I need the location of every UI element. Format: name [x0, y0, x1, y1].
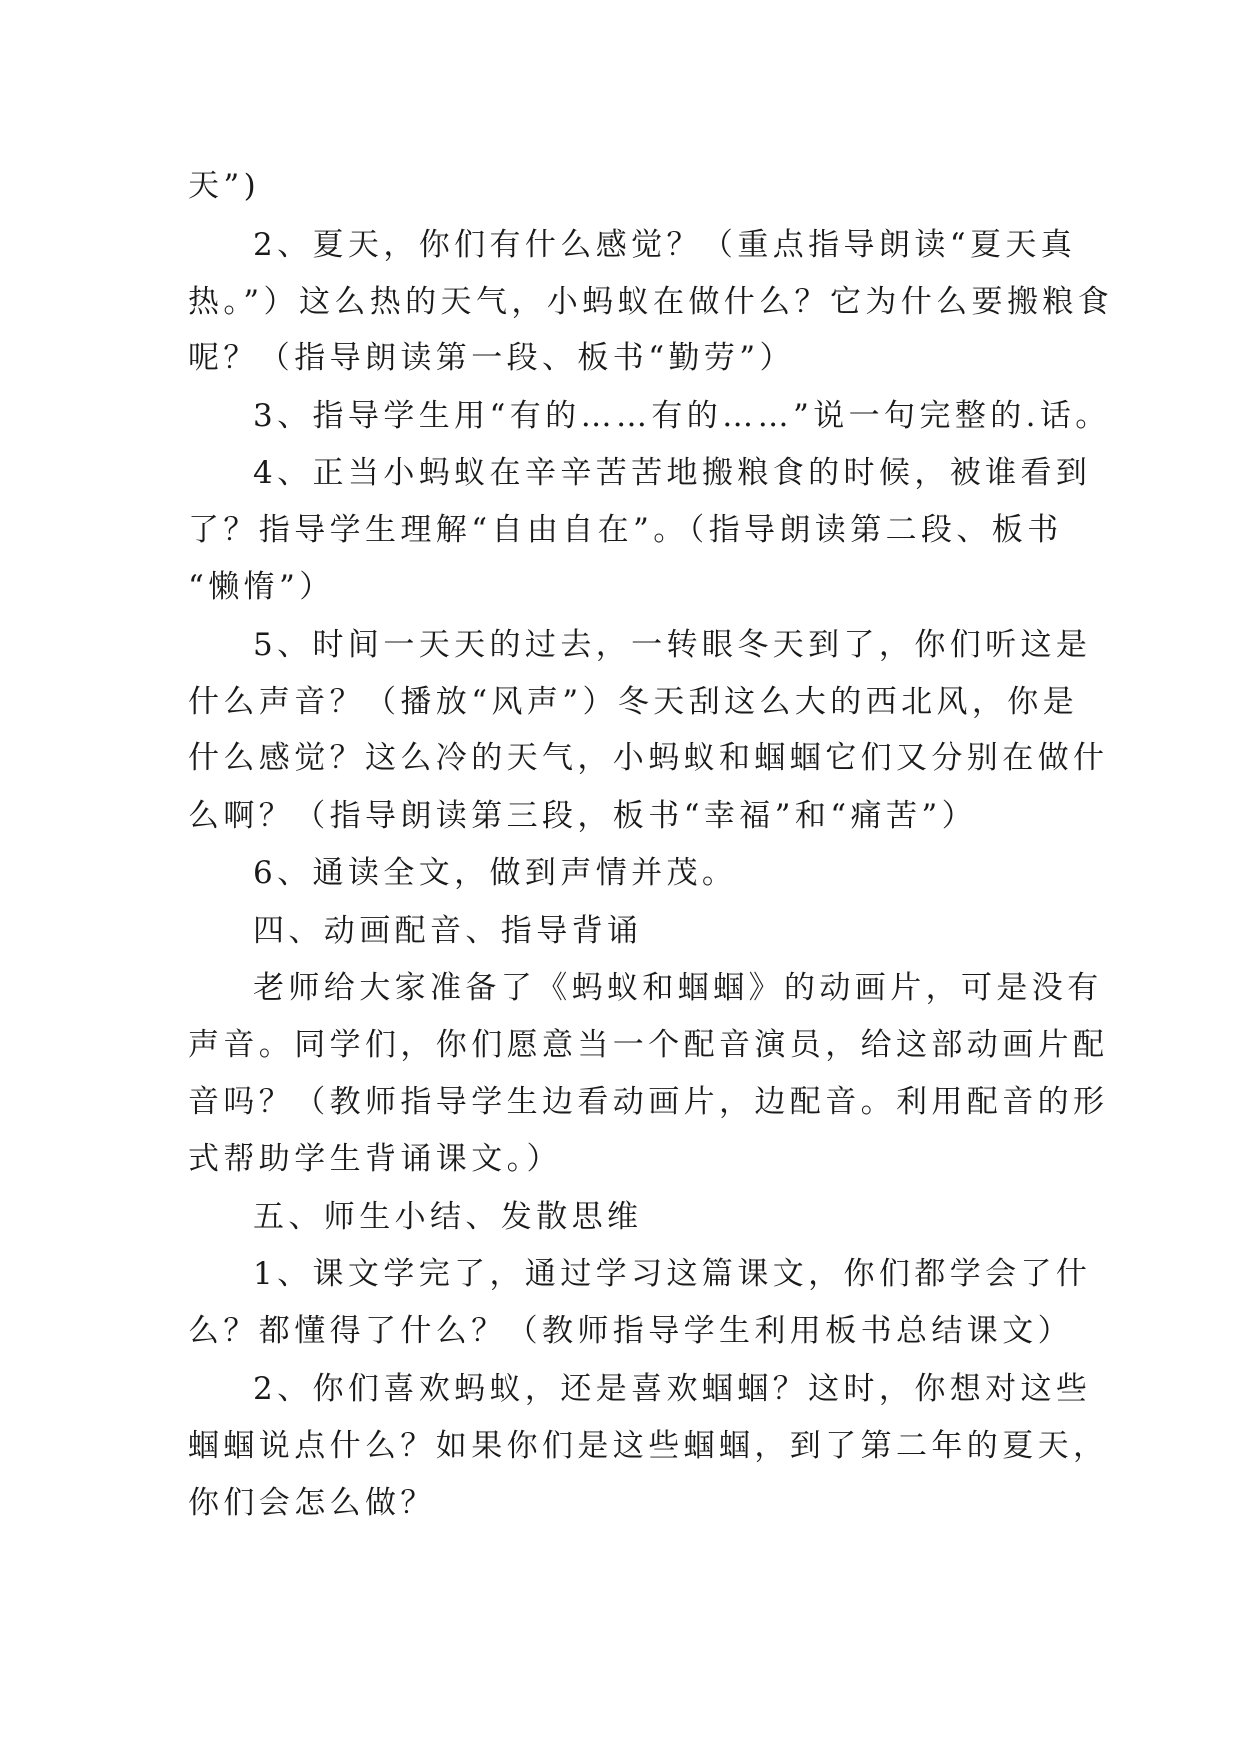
text-line: 天”): [188, 168, 261, 204]
text-line: 4、正当小蚂蚁在辛辛苦苦地搬粮食的时候，被谁看到: [253, 455, 1092, 491]
section-heading: 四、动画配音、指导背诵: [253, 913, 643, 949]
text-line: 蝈蝈说点什么？如果你们是这些蝈蝈，到了第二年的夏天，: [188, 1428, 1109, 1464]
text-line: 你们会怎么做？: [188, 1485, 436, 1521]
text-line: 6、通读全文，做到声情并茂。: [253, 855, 738, 891]
text-line: 2、夏天，你们有什么感觉？（重点指导朗读“夏天真: [253, 227, 1077, 263]
text-line: 3、指导学生用“有的……有的……”说一句完整的.话。: [253, 398, 1111, 434]
text-line: 热。”）这么热的天气，小蚂蚁在做什么？它为什么要搬粮食: [188, 284, 1114, 320]
text-line: 呢？（指导朗读第一段、板书“勤劳”）: [188, 340, 795, 376]
text-line: 了？指导学生理解“自由自在”。（指导朗读第二段、板书: [188, 512, 1063, 548]
text-line: 什么感觉？这么冷的天气，小蚂蚁和蝈蝈它们又分别在做什: [188, 740, 1109, 776]
text-line: 老师给大家准备了《蚂蚁和蝈蝈》的动画片，可是没有: [253, 970, 1103, 1006]
text-line: 音吗？（教师指导学生边看动画片，边配音。利用配音的形: [188, 1084, 1109, 1120]
text-line: 5、时间一天天的过去，一转眼冬天到了，你们听这是: [253, 627, 1092, 663]
text-line: 2、你们喜欢蚂蚁，还是喜欢蝈蝈？这时，你想对这些: [253, 1371, 1092, 1407]
text-line: 式帮助学生背诵课文。）: [188, 1141, 562, 1177]
text-line: “懒惰”）: [188, 569, 335, 605]
text-line: 1、课文学完了，通过学习这篇课文，你们都学会了什: [253, 1256, 1092, 1292]
text-line: 声音。同学们，你们愿意当一个配音演员，给这部动画片配: [188, 1027, 1109, 1063]
text-line: 么？都懂得了什么？（教师指导学生利用板书总结课文）: [188, 1313, 1073, 1349]
text-line: 么啊？（指导朗读第三段，板书“幸福”和“痛苦”）: [188, 798, 977, 834]
section-heading: 五、师生小结、发散思维: [253, 1199, 643, 1235]
text-line: 什么声音？（播放“风声”）冬天刮这么大的西北风，你是: [188, 684, 1079, 720]
